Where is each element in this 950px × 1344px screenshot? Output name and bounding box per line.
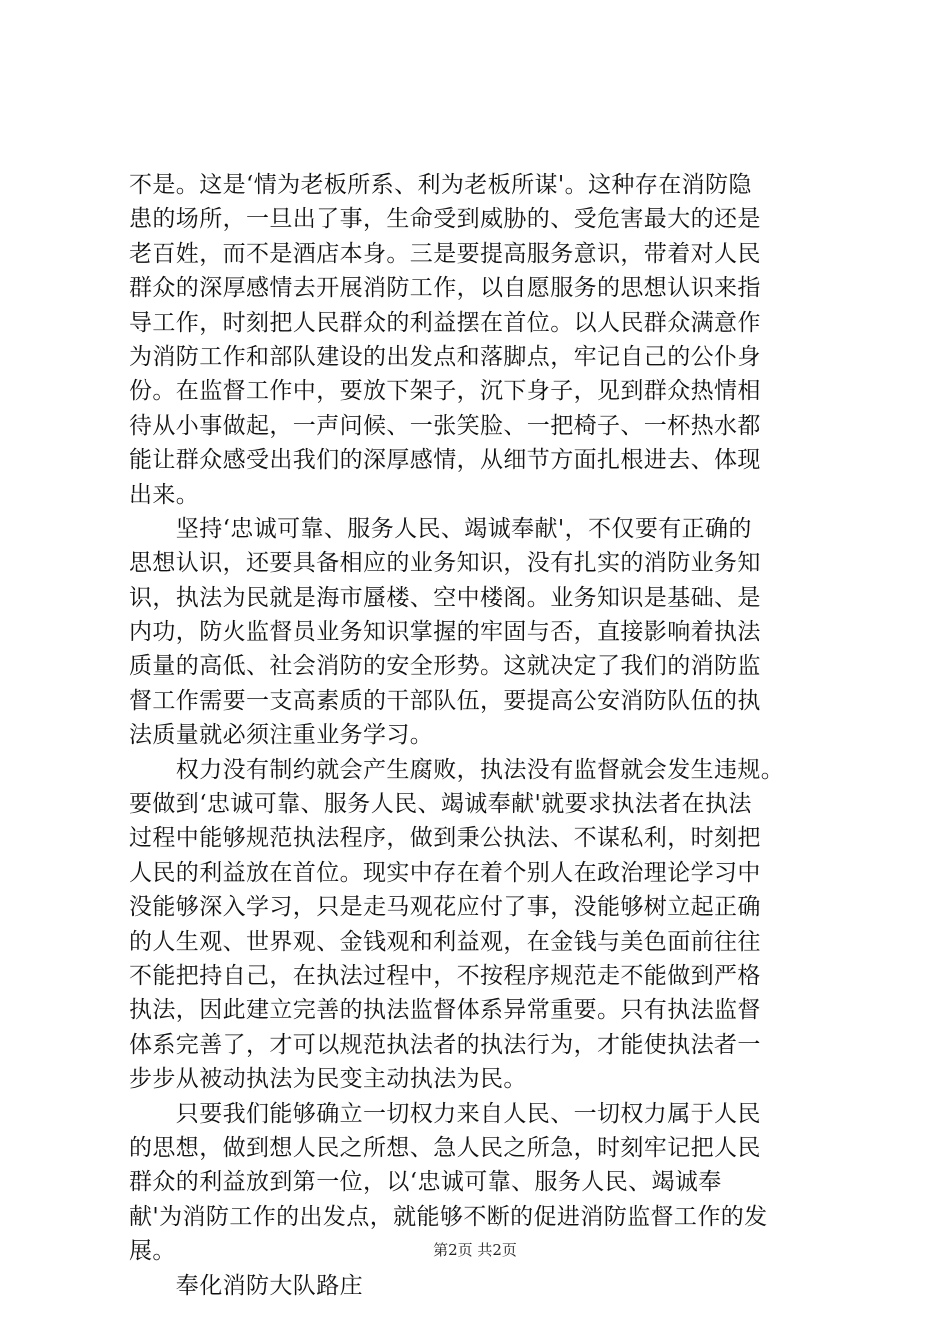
text-line: 督工作需要一支高素质的干部队伍，要提高公安消防队伍的执 (129, 687, 761, 714)
text-line: 不是。这是‘情为老板所系、利为老板所谋'。这种存在消防隐 (129, 172, 752, 198)
text-line: 坚持‘忠诚可靠、服务人民、竭诚奉献'，不仅要有正确的 (129, 515, 752, 542)
text-line: 质量的高低、社会消防的安全形势。这就决定了我们的消防监 (129, 653, 761, 680)
text-line: 没能够深入学习，只是走马观花应付了事，没能够树立起正确 (129, 894, 761, 921)
page-footer: 第2页 共2页 (433, 1241, 517, 1259)
text-line: 法质量就必须注重业务学习。 (129, 722, 434, 749)
text-line: 能让群众感受出我们的深厚感情，从细节方面扎根进去、体现 (129, 447, 761, 474)
text-line: 的人生观、世界观、金钱观和利益观，在金钱与美色面前往往 (129, 928, 761, 955)
text-line: 份。在监督工作中，要放下架子，沉下身子，见到群众热情相 (129, 378, 761, 405)
text-line: 权力没有制约就会产生腐败，执法没有监督就会发生违规。 (129, 756, 785, 783)
text-line: 步步从被动执法为民变主动执法为民。 (129, 1066, 527, 1093)
text-line: 过程中能够规范执法程序，做到秉公执法、不谋私利，时刻把 (129, 825, 761, 852)
text-line: 只要我们能够确立一切权力来自人民、一切权力属于人民 (129, 1100, 761, 1127)
text-line: 展。 (129, 1238, 176, 1265)
text-line: 群众的深厚感情去开展消防工作，以自愿服务的思想认识来指 (129, 275, 761, 302)
text-line: 的思想，做到想人民之所想、急人民之所急，时刻牢记把人民 (129, 1134, 761, 1161)
text-line: 老百姓，而不是酒店本身。三是要提高服务意识，带着对人民 (129, 240, 761, 267)
text-line: 要做到‘忠诚可靠、服务人民、竭诚奉献'就要求执法者在执法 (129, 791, 752, 818)
text-line: 待从小事做起，一声问候、一张笑脸、一把椅子、一杯热水都 (129, 412, 761, 439)
text-line: 内功，防火监督员业务知识掌握的牢固与否，直接影响着执法 (129, 619, 761, 646)
signature-line: 奉化消防大队路庄 (129, 1272, 363, 1299)
text-line: 为消防工作和部队建设的出发点和落脚点，牢记自己的公仆身 (129, 343, 761, 370)
text-line: 不能把持自己，在执法过程中，不按程序规范走不能做到严格 (129, 962, 761, 989)
text-line: 识，执法为民就是海市蜃楼、空中楼阁。业务知识是基础、是 (129, 584, 761, 611)
document-body (129, 168, 841, 1303)
text-line: 出来。 (129, 481, 200, 508)
text-line: 导工作，时刻把人民群众的利益摆在首位。以人民群众满意作 (129, 309, 761, 336)
text-line: 体系完善了，才可以规范执法者的执法行为，才能使执法者一 (129, 1031, 761, 1058)
text-line: 人民的利益放在首位。现实中存在着个别人在政治理论学习中 (129, 859, 761, 886)
text-line: 执法，因此建立完善的执法监督体系异常重要。只有执法监督 (129, 997, 761, 1024)
text-line: 献'为消防工作的出发点，就能够不断的促进消防监督工作的发 (129, 1203, 768, 1230)
text-line: 患的场所，一旦出了事，生命受到威胁的、受危害最大的还是 (129, 206, 761, 233)
text-line: 群众的利益放到第一位，以‘忠诚可靠、服务人民、竭诚奉 (129, 1169, 722, 1196)
text-line: 思想认识，还要具备相应的业务知识，没有扎实的消防业务知 (129, 550, 761, 577)
